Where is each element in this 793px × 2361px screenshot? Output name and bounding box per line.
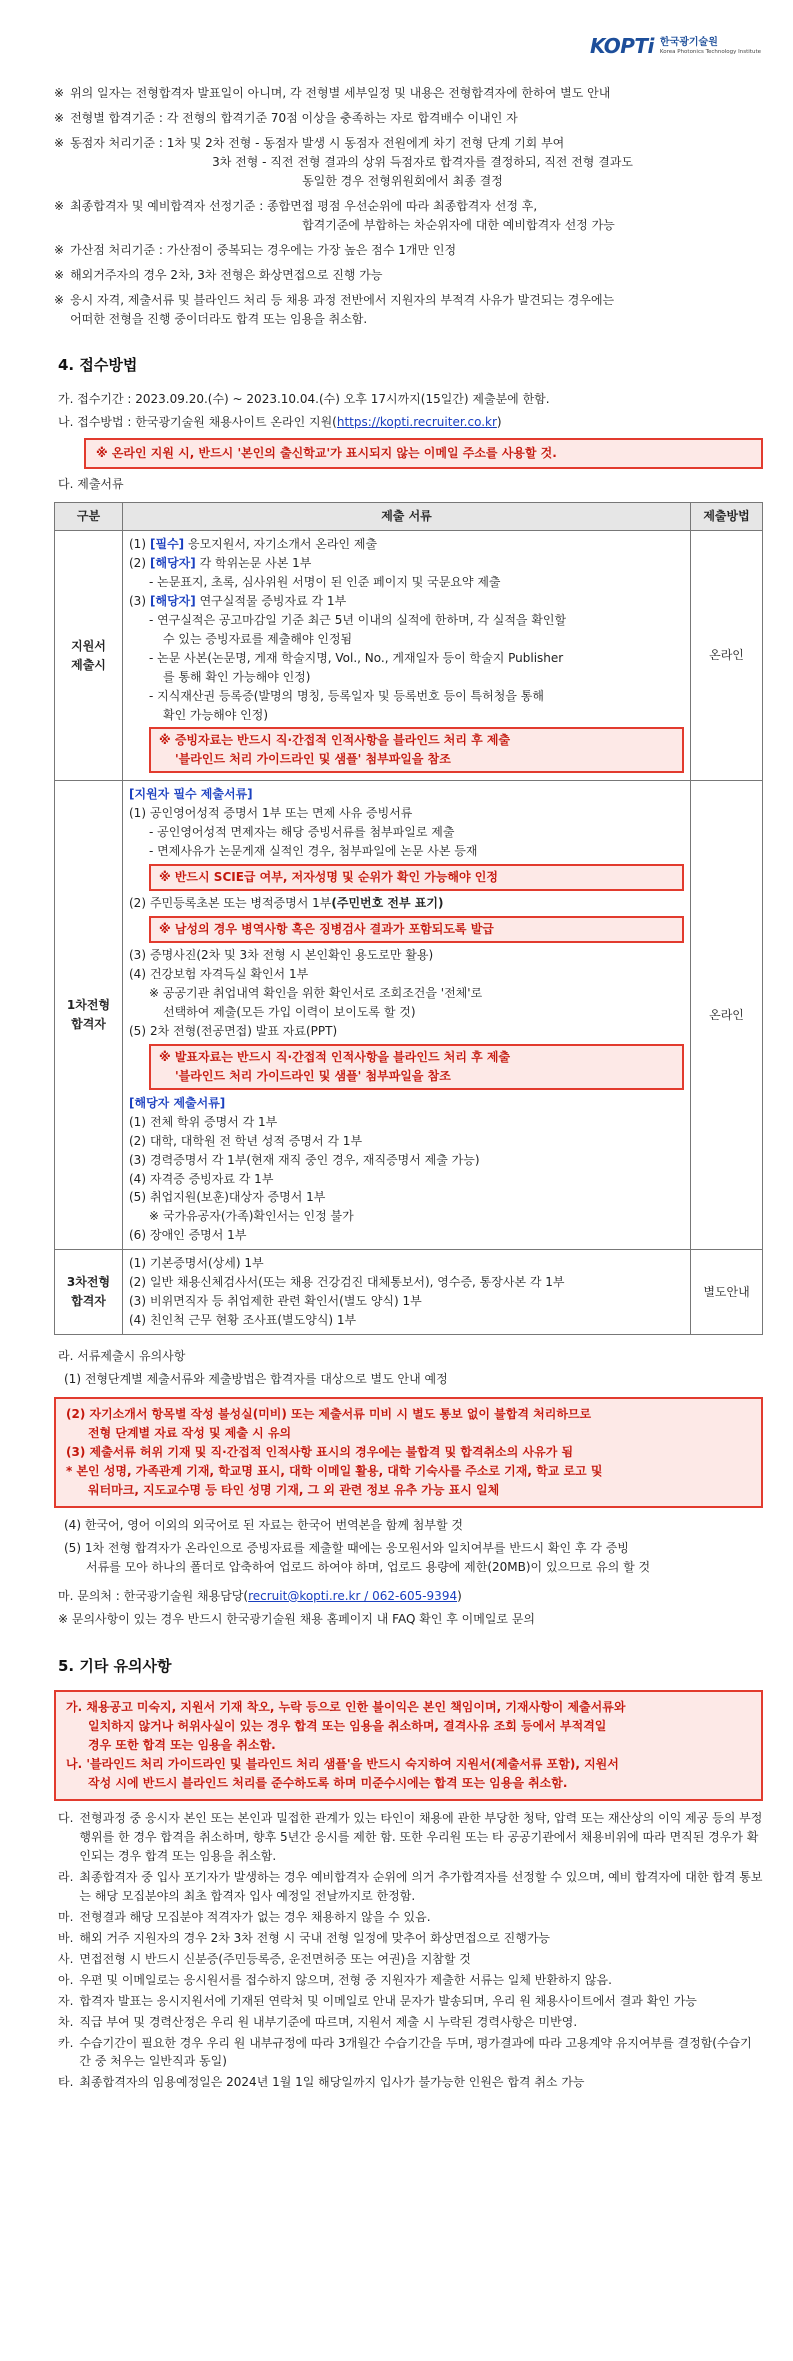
line-number: (4) [129,967,146,981]
method-line [58,413,763,432]
note-line: 해외거주자의 경우 2차, 3차 전형은 화상면접으로 진행 가능 [70,267,383,282]
item-text: 수습기간이 필요한 경우 우리 원 내부규정에 따라 3개월간 수습기간을 두며, 평가결과에 따라 고용계약 유지여부를 결정함(수습기간 중 처우는 일반직과 동일) [79,2035,752,2069]
note-mark: ※ [54,110,65,125]
table-sub-continued: 확인 가능해야 인정) [163,707,269,722]
table-line [129,1292,684,1311]
optional-heading: [해당자 제출서류] [129,1095,226,1110]
note-item [54,84,763,103]
table-line [129,535,684,554]
line-text: 대학, 대학원 전 학년 성적 증명서 각 1부 [150,1133,363,1148]
contact-line [58,1587,763,1606]
item-text: 최종합격자 중 입사 포기자가 발생하는 경우 예비합격자 순위에 의거 추가합격자를 선정할 수 있으며, 예비 합격자에 대한 합격 통보는 해당 모집분야의 최초 합격자 입사 예정일 전날까지로 한정함. [79,1869,763,1903]
line-number: (3) [129,1294,146,1309]
section-5-list [54,1809,763,2092]
period-line [58,390,763,409]
line-number: (3) [129,593,146,608]
line-text: 자격증 증빙자료 각 1부 [150,1171,274,1186]
line-text: 2차 전형(전공면접) 발표 자료(PPT) [150,1023,338,1038]
table-line [129,1188,684,1207]
item-key: 다. [58,1811,74,1826]
line-text: 기본증명서(상세) 1부 [150,1256,264,1271]
note-mark: ※ [54,135,65,150]
period-text: 가. 접수기간 : 2023.09.20.(수) ~ 2023.10.04.(수) 오후 17시까지(15일간) 제출분에 한함. [58,392,550,407]
line-text: [필수] 응모지원서, 자기소개서 온라인 제출 [150,536,378,551]
table-sub-continued: 수 있는 증빙자료를 제출해야 인정됨 [163,631,353,646]
caution-warning-box [54,1397,763,1508]
box-line: ※ 증빙자료는 반드시 직·간접적 인적사항을 블라인드 처리 후 제출 [159,733,511,748]
line-number: (2) [129,1275,146,1290]
table-sub-line: - 논문 사본(논문명, 게재 학술지명, Vol., No., 게재일자 등이 학술지 Publisher [149,650,564,665]
section-5-item [58,2073,763,2092]
line-bold: (주민번호 전부 표기) [331,896,444,911]
faq-note: ※ 문의사항이 있는 경우 반드시 한국광기술원 채용 홈페이지 내 FAQ 확인 후 이메일로 문의 [58,1611,536,1626]
caution-1: (1) 전형단계별 제출서류와 제출방법은 합격자를 대상으로 별도 안내 예정 [64,1372,448,1387]
line-text: 취업지원(보훈)대상자 증명서 1부 [150,1190,326,1205]
note-mark: ※ [54,198,65,213]
row-category [55,530,123,780]
table-line [129,965,684,984]
item-key: 마. [58,1909,74,1924]
line-text: [해당자] 연구실적물 증빙자료 각 1부 [150,593,347,608]
table-sub-line: - 연구실적은 공고마감일 기준 최근 5년 이내의 실적에 한하며, 각 실적을 확인할 [149,612,567,627]
item-key: 타. [58,2075,74,2090]
table-sub-line: ※ 공공기관 취업내역 확인을 위한 확인서로 조회조건을 '전체'로 [149,985,483,1000]
section-5-title: 5. 기타 유의사항 [58,1656,172,1675]
section-5-box-line: 작성 시에 반드시 블라인드 처리를 준수하도록 하며 미준수시에는 합격 또는 임용을 취소함. [88,1776,568,1791]
logo-name-eng: Korea Photonics Technology Institute [659,48,761,55]
table-warning-box: ※ 반드시 SCIE급 여부, 저자성명 및 순위가 확인 가능해야 인정 [149,864,684,891]
table-line [129,1311,684,1330]
docs-label [58,475,763,494]
caution-5-line-2: 서류를 모아 하나의 폴더로 압축하여 업로드 하여야 하며, 업로드 용량에 제한(20MB)이 있으므로 유의 할 것 [86,1559,651,1574]
line-text: [해당자] 각 학위논문 사본 1부 [150,555,312,570]
row-method: 별도안내 [691,1250,763,1335]
line-number: (1) [129,806,146,821]
line-number: (5) [129,1023,146,1038]
note-line: 위의 일자는 전형합격자 발표일이 아니며, 각 전형별 세부일정 및 내용은 전형합격자에 한하여 별도 안내 [70,86,611,100]
line-text: 증명사진(2차 및 3차 전형 시 본인확인 용도로만 활용) [150,948,434,963]
note-line: 가산점 처리기준 : 가산점이 중복되는 경우에는 가장 높은 점수 1개만 인정 [70,242,457,257]
table-line [129,1113,684,1132]
item-text: 합격자 발표는 응시지원서에 기재된 연락처 및 이메일로 안내 문자가 발송되며, 우리 원 채용사이트에서 결과 확인 가능 [79,1993,697,2008]
line-number: (4) [129,1171,146,1186]
line-text: 주민등록초본 또는 병적증명서 1부(주민번호 전부 표기) [150,896,444,911]
row-category [55,1250,123,1335]
section-5-item [58,1929,763,1948]
presentation-warning-box [149,1044,684,1090]
logo-wordmark: KOPTi [590,34,654,58]
table-sub-line: - 면제사유가 논문게재 실적인 경우, 첨부파일에 논문 사본 등재 [149,844,478,859]
contact-prefix: 마. 문의처 : 한국광기술원 채용담당( [58,1588,249,1603]
table-line [129,1151,684,1170]
category-word: 합격자 [71,1017,106,1032]
line-number: (6) [129,1228,146,1243]
recruit-site-link[interactable]: https://kopti.recruiter.co.kr [336,415,497,430]
note-mark: ※ [54,292,65,307]
note-text [70,266,763,285]
section-5-item [58,1908,763,1927]
item-text: 면접전형 시 반드시 신분증(주민등록증, 운전면허증 또는 여권)을 지참할 것 [79,1951,471,1966]
section-5-item [58,2013,763,2032]
contact-email-link[interactable]: recruit@kopti.re.kr / 062-605-9394 [248,1588,458,1603]
note-item [54,241,763,260]
category-word: 지원서 [71,638,106,653]
row-method: 온라인 [691,781,763,1250]
note-line: 전형별 합격기준 : 각 전형의 합격기준 70점 이상을 충족하는 자로 합격배수 이내인 자 [70,110,518,125]
contact-suffix: ) [457,1588,462,1603]
table-sub-line: - 지식재산권 등록증(발명의 명칭, 등록일자 및 등록번호 등이 특허청을 통해 [149,688,544,703]
line-tag: [필수] [150,536,185,551]
note-line: 합격기준에 부합하는 차순위자에 대한 예비합격자 선정 가능 [302,217,615,232]
evidence-warning-box [149,727,684,773]
note-text [70,134,763,191]
note-mark: ※ [54,267,65,282]
item-key: 자. [58,1993,74,2008]
note-item [54,266,763,285]
table-line [129,1226,684,1245]
note-line: 3차 전형 - 직전 전형 결과의 상위 득점자로 합격자를 결정하되, 직전 전형 결과도 [212,154,633,169]
notes-list [54,84,763,328]
item-text: 직급 부여 및 경력산정은 우리 원 내부기준에 따르며, 지원서 제출 시 누락된 경력사항은 미반영. [79,2014,578,2029]
note-text [70,109,763,128]
line-text: 공인영어성적 증명서 1부 또는 면제 사유 증빙서류 [150,806,413,821]
caution-5 [58,1539,763,1577]
method-prefix: 나. 접수방법 : 한국광기술원 채용사이트 온라인 지원( [58,415,337,430]
row-documents [123,1250,691,1335]
line-tag: [해당자] [150,555,196,570]
line-text: 비위면직자 등 취업제한 관련 확인서(별도 양식) 1부 [150,1294,422,1309]
table-sub-line: - 논문표지, 초록, 심사위원 서명이 된 인준 페이지 및 국문요약 제출 [149,574,501,589]
email-warning-box: ※ 온라인 지원 시, 반드시 '본인의 출신학교'가 표시되지 않는 이메일 주소를 사용할 것. [84,438,763,469]
table-row [55,781,763,1250]
table-line [129,894,684,913]
item-text: 해외 거주 지원자의 경우 2차 3차 전형 시 국내 전형 일정에 맞추어 화상면접으로 진행가능 [79,1930,551,1945]
item-key: 바. [58,1930,74,1945]
box-line: '블라인드 처리 가이드라인 및 샘플' 첨부파일을 참조 [175,1068,451,1083]
note-text [70,84,763,103]
line-text: 장애인 증명서 1부 [150,1228,247,1243]
section-5-box-line: 경우 또한 합격 또는 임용을 취소함. [88,1738,276,1753]
table-sub-line: - 공인영어성적 면제자는 해당 증빙서류를 첨부파일로 제출 [149,825,455,840]
line-tag: [해당자] [150,593,196,608]
line-number: (2) [129,555,146,570]
documents-table [54,502,763,1335]
row-category [55,781,123,1250]
table-line [129,1273,684,1292]
section-5-warning-box [54,1690,763,1801]
table-warning-box: ※ 남성의 경우 병역사항 혹은 징병검사 결과가 포함되도록 발급 [149,916,684,943]
line-number: (2) [129,1133,146,1148]
item-text: 전형결과 해당 모집분야 적격자가 없는 경우 채용하지 않을 수 있음. [79,1909,431,1924]
table-line [129,592,684,611]
note-text [70,291,763,329]
row-documents [123,530,691,780]
line-number: (1) [129,1114,146,1129]
section-5-box-line: 일치하지 않거나 허위사실이 있는 경우 합격 또는 임용을 취소하며, 결격사유 조회 등에서 부적격일 [88,1719,607,1734]
caution-4: (4) 한국어, 영어 이외의 외국어로 된 자료는 한국어 번역본을 함께 첨부할 것 [64,1517,463,1532]
note-item [54,291,763,329]
item-key: 사. [58,1951,74,1966]
note-item [54,134,763,191]
line-text: 친인척 근무 현황 조사표(별도양식) 1부 [150,1313,357,1328]
note-text [70,197,763,235]
box-line: '블라인드 처리 가이드라인 및 샘플' 첨부파일을 참조 [175,752,451,767]
caution-box-line: (3) 제출서류 허위 기재 및 직·간접적 인적사항 표시의 경우에는 불합격 및 합격취소의 사유가 됨 [66,1444,574,1459]
table-line [129,1132,684,1151]
category-word: 합격자 [71,1294,106,1309]
note-item [54,197,763,235]
line-text: 일반 채용신체검사서(또는 채용 건강검진 대체통보서), 영수증, 통장사본 각 1부 [150,1275,565,1290]
docs-label-text: 다. 제출서류 [58,477,124,492]
kopti-logo [590,36,761,56]
line-text: 경력증명서 각 1부(현재 재직 중인 경우, 재직증명서 제출 가능) [150,1152,480,1167]
table-header-row [55,502,763,530]
section-5-item [58,1868,763,1906]
category-word: 3차전형 [66,1275,111,1290]
item-text: 전형과정 중 응시자 본인 또는 본인과 밀접한 관계가 있는 타인이 채용에 관한 부당한 청탁, 압력 또는 재산상의 이익 제공 등의 부정행위를 한 경우 합격을 취소하며, 향후 5년간 응시를 제한 함. 또한 우리원 또는 타 공공기관에서 채용비위에 따라 면직된 경우가 확인되는 경우 합격 또는 임용을 취소함. [79,1811,763,1863]
note-line: 동점자 처리기준 : 1차 및 2차 전형 - 동점자 발생 시 동점자 전원에게 차기 전형 단계 기회 부여 [70,135,565,150]
section-5-item [58,1809,763,1866]
line-number: (2) [129,896,146,911]
line-number: (5) [129,1190,146,1205]
line-number: (3) [129,948,146,963]
note-line: 최종합격자 및 예비합격자 선정기준 : 종합면접 평점 우선순위에 따라 최종합격자 선정 후, [70,198,538,213]
note-item [54,109,763,128]
header-method: 제출방법 [691,502,763,530]
table-row [55,530,763,780]
line-number: (3) [129,1152,146,1167]
line-number: (1) [129,1256,146,1271]
item-key: 카. [58,2035,74,2050]
item-key: 차. [58,2014,74,2029]
row-method: 온라인 [691,530,763,780]
caution-label: 라. 서류제출시 유의사항 [58,1349,186,1364]
caution-box-line: 전형 단계별 자료 작성 및 제출 시 유의 [88,1426,292,1441]
caution-box-line: (2) 자기소개서 항목별 작성 불성실(미비) 또는 제출서류 미비 시 별도 통보 없이 불합격 처리하므로 [66,1407,592,1422]
caution-box-line: * 본인 성명, 가족관계 기재, 학교명 표시, 대학 이메일 활용, 대학 기숙사를 주소로 기재, 학교 로고 및 [66,1463,603,1478]
note-line: 동일한 경우 전형위원회에서 최종 결정 [302,173,503,188]
section-4-title: 4. 접수방법 [58,356,138,375]
item-key: 아. [58,1972,74,1987]
note-line: 어떠한 전형을 진행 중이더라도 합격 또는 임용을 취소함. [70,311,368,326]
logo-name-kor: 한국광기술원 [659,37,718,49]
caution-box-line: 워터마크, 지도교수명 등 타인 성명 기재, 그 외 관련 정보 유추 가능 표시 일체 [88,1482,500,1497]
section-5-item [58,1971,763,1990]
table-line [129,1170,684,1189]
table-line [129,946,684,965]
header-documents: 제출 서류 [123,502,691,530]
section-5-item [58,1992,763,2011]
table-row [55,1250,763,1335]
item-key: 라. [58,1869,74,1884]
caution-5-line-1: (5) 1차 전형 합격자가 온라인으로 증빙자료를 제출할 때에는 응모원서와 일치여부를 반드시 확인 후 각 증빙 [64,1540,629,1555]
required-heading: [지원자 필수 제출서류] [129,787,253,802]
table-line [129,554,684,573]
item-text: 우편 및 이메일로는 응시원서를 접수하지 않으며, 전형 중 지원자가 제출한 서류는 일체 반환하지 않음. [79,1972,612,1987]
category-word: 1차전형 [66,998,111,1013]
line-text: 건강보험 자격득실 확인서 1부 [150,967,309,981]
item-text: 최종합격자의 임용예정일은 2024년 1월 1일 해당일까지 입사가 불가능한 인원은 합격 취소 가능 [79,2075,585,2090]
line-text: 전체 학위 증명서 각 1부 [150,1114,278,1129]
note-mark: ※ [54,242,65,257]
row-documents [123,781,691,1250]
header-category: 구분 [55,502,123,530]
note-line: 응시 자격, 제출서류 및 블라인드 처리 등 채용 과정 전반에서 지원자의 부적격 사유가 발견되는 경우에는 [70,292,615,307]
table-sub-continued: 를 통해 확인 가능해야 인정) [163,669,311,684]
section-5-item [58,1950,763,1969]
box-line: ※ 발표자료는 반드시 직·간접적 인적사항을 블라인드 처리 후 제출 [159,1049,511,1064]
note-mark: ※ [54,86,65,100]
table-line [129,1022,684,1041]
section-5-box-line: 나. '블라인드 처리 가이드라인 및 블라인드 처리 샘플'을 반드시 숙지하여 지원서(제출서류 포함), 지원서 [66,1757,619,1772]
table-sub-line: ※ 국가유공자(가족)확인서는 인정 불가 [149,1209,354,1224]
category-word: 제출시 [71,657,106,672]
table-line [129,804,684,823]
table-line [129,1254,684,1273]
line-number: (4) [129,1313,146,1328]
line-number: (1) [129,536,146,551]
section-5-item [58,2034,763,2072]
note-text [70,241,763,260]
method-suffix: ) [496,415,502,430]
table-sub-continued: 선택하여 제출(모든 가입 이력이 보이도록 할 것) [163,1004,416,1019]
section-5-box-line: 가. 채용공고 미숙지, 지원서 기재 착오, 누락 등으로 인한 불이익은 본인 책임이며, 기재사항이 제출서류와 [66,1700,626,1715]
